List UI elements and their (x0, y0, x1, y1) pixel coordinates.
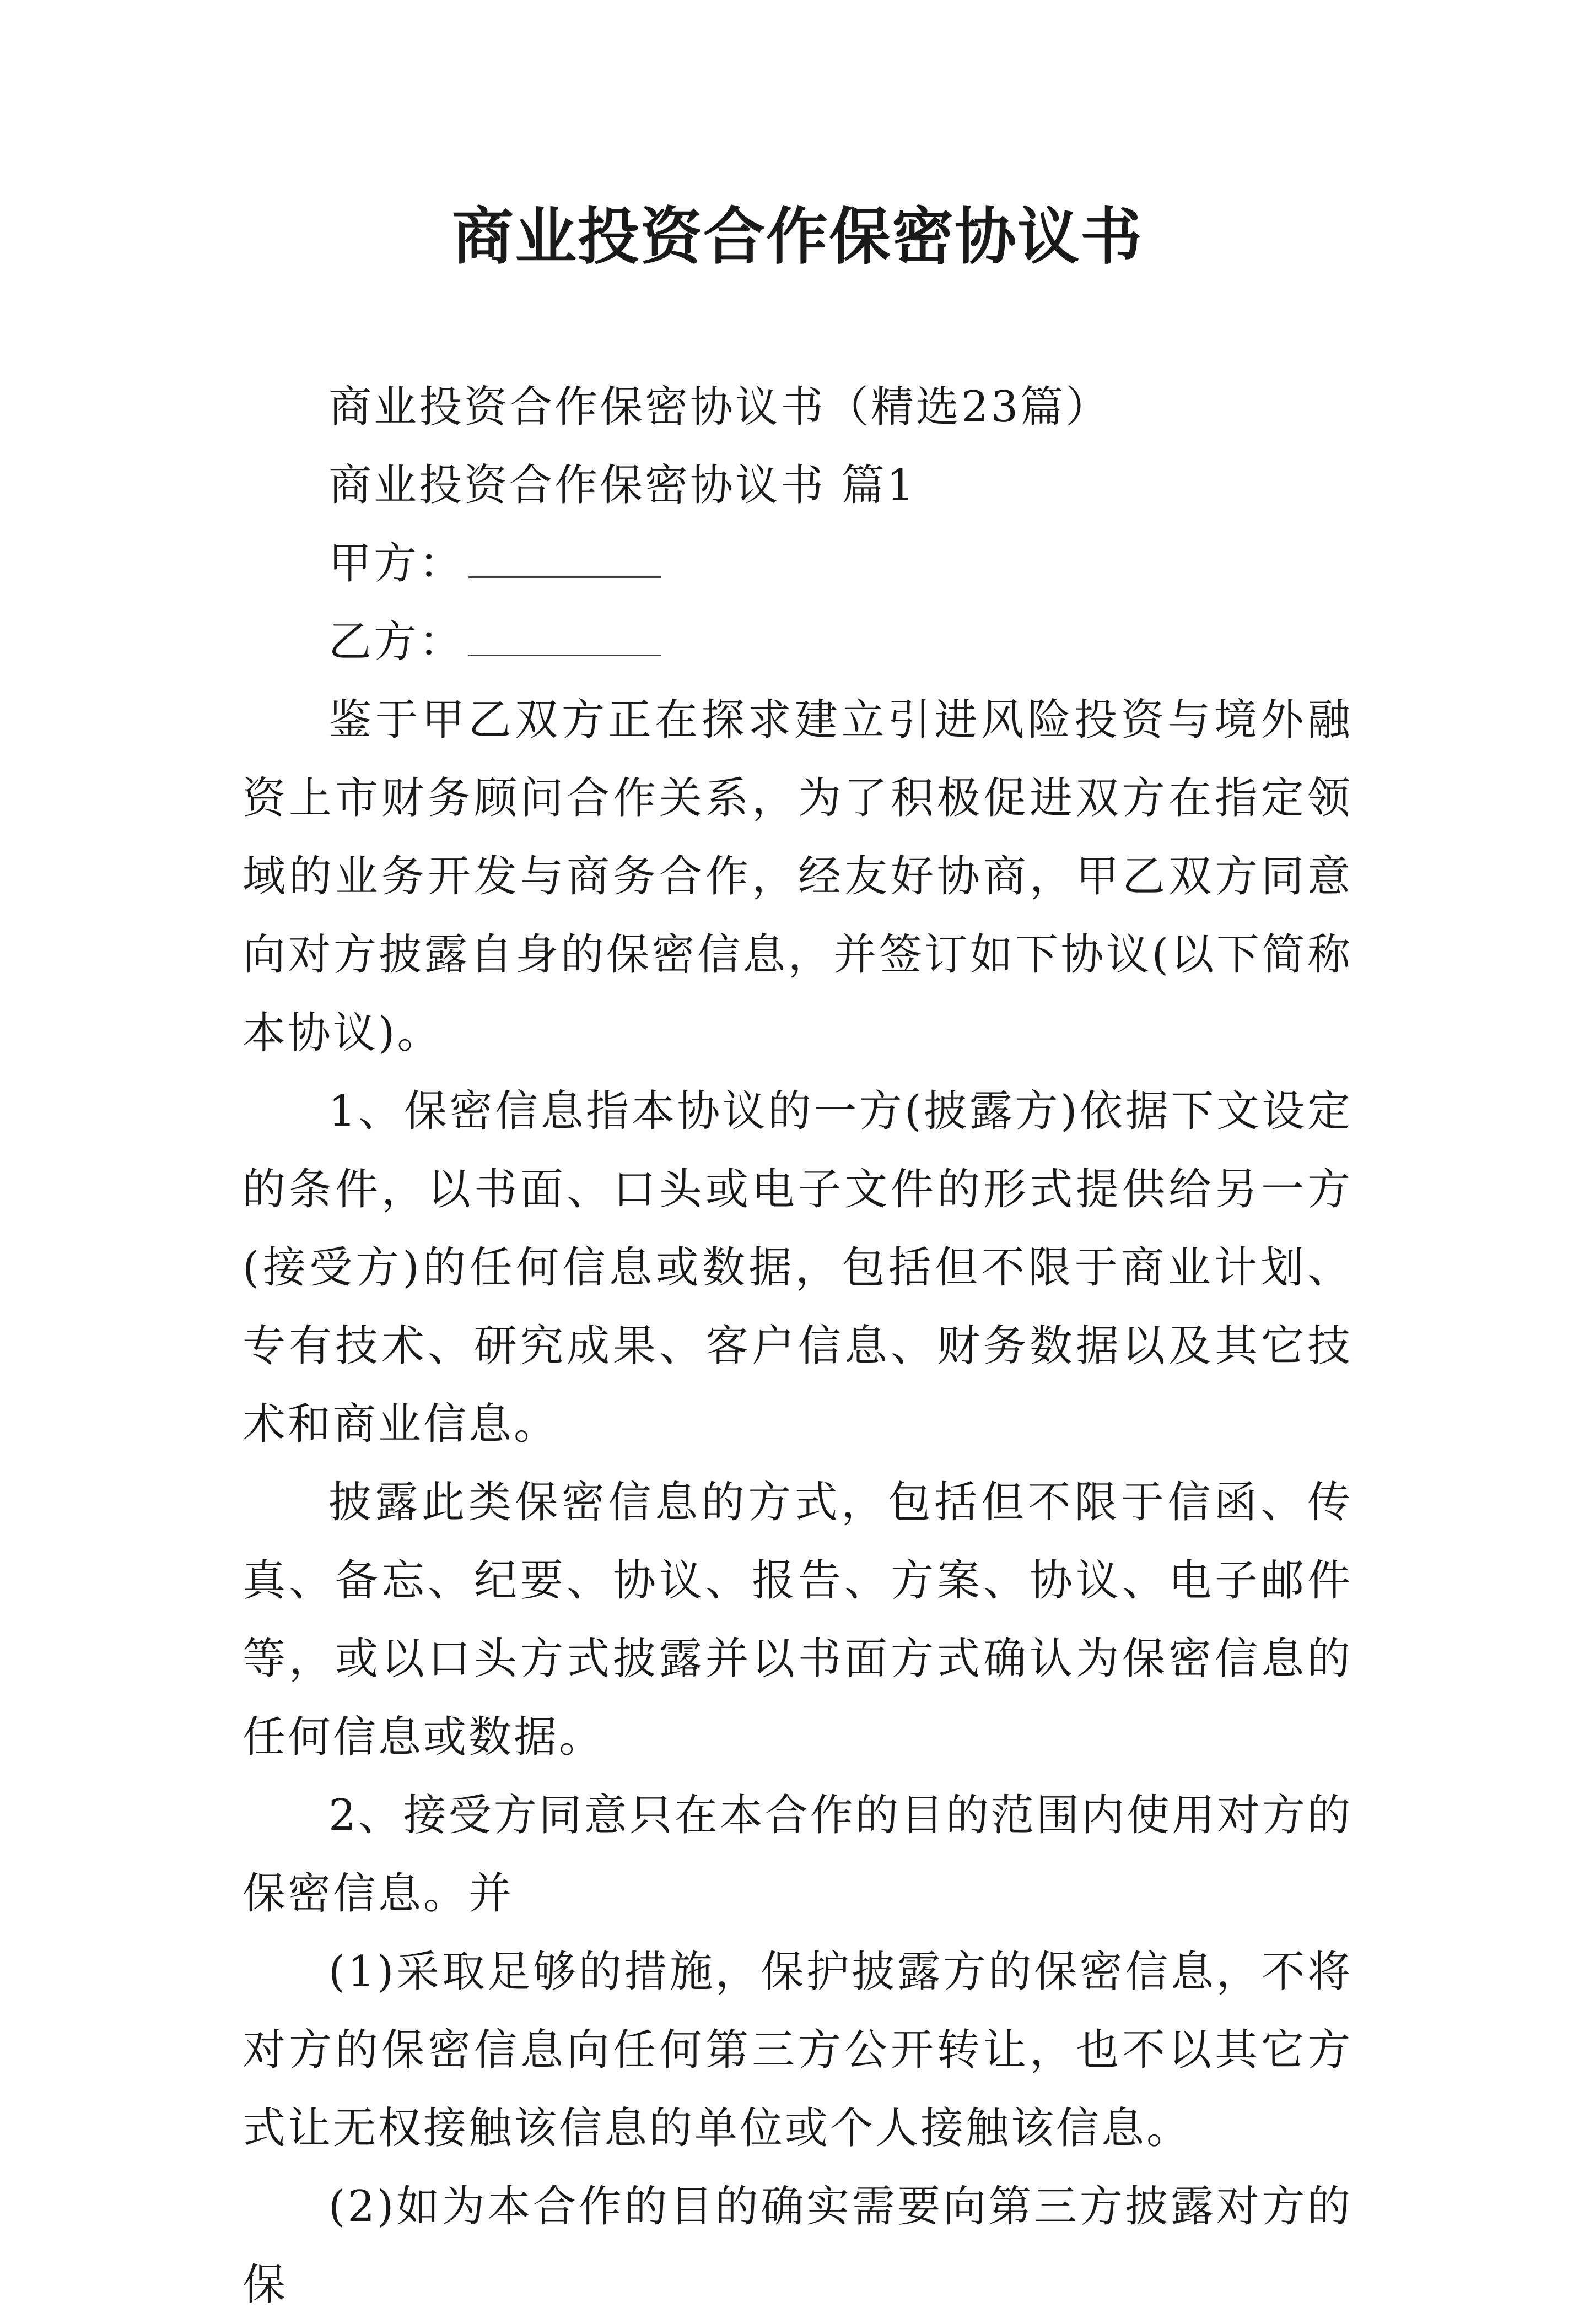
paragraph-clause-1: 1、保密信息指本协议的一方(披露方)依据下文设定的条件，以书面、口头或电子文件的形式提供给另一方(接受方)的任何信息或数据，包括但不限于商业计划、专有技术、研究成果、客户信息、财务数据以及其它技术和商业信息。 (243, 1087, 1352, 1449)
paragraph-preamble: 鉴于甲乙双方正在探求建立引进风险投资与境外融资上市财务顾问合作关系，为了积极促进双方在指定领域的业务开发与商务合作，经友好协商，甲乙双方同意向对方披露自身的保密信息，并签订如下协议(以下简称本协议)。 (243, 695, 1352, 1058)
party-b-blank (468, 621, 661, 656)
paragraph-disclosure-methods: 披露此类保密信息的方式，包括但不限于信函、传真、备忘、纪要、协议、报告、方案、协议、电子邮件等，或以口头方式披露并以书面方式确认为保密信息的任何信息或数据。 (243, 1478, 1352, 1762)
party-b-label: 乙方： (328, 617, 465, 667)
document-body (243, 368, 1352, 2324)
paragraph-clause-2-1: (1)采取足够的措施，保护披露方的保密信息，不将对方的保密信息向任何第三方公开转让，也不以其它方式让无权接触该信息的单位或个人接触该信息。 (243, 1947, 1352, 2153)
document-title: 商业投资合作保密协议书 (452, 201, 1143, 273)
party-a-line (243, 525, 1352, 603)
section-heading: 商业投资合作保密协议书 篇1 (328, 461, 917, 510)
paragraph-clause-2: 2、接受方同意只在本合作的目的范围内使用对方的保密信息。并 (243, 1791, 1352, 1918)
party-a-label: 甲方： (328, 539, 465, 588)
party-a-blank (468, 543, 661, 578)
document-subtitle: 商业投资合作保密协议书（精选23篇） (328, 382, 1111, 432)
party-b-line (243, 603, 1352, 681)
paragraph-clause-2-2: (2)如为本合作的目的确实需要向第三方披露对方的保 (243, 2182, 1352, 2310)
